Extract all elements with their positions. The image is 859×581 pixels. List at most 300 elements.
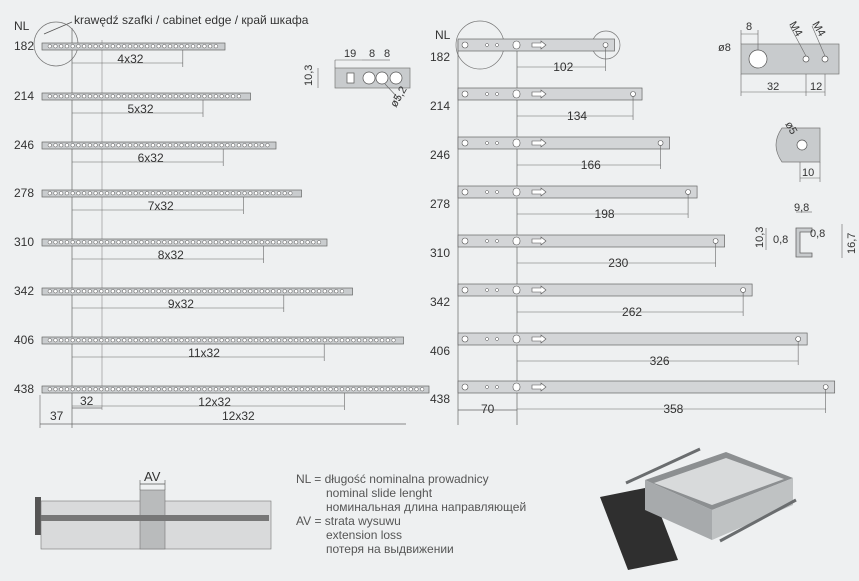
left-rail-hole <box>231 339 235 343</box>
left-rail-hole <box>100 241 104 245</box>
detail-right-m4a: M4 <box>786 19 805 39</box>
left-rail-hole <box>191 339 195 343</box>
left-rail-hole <box>312 241 316 245</box>
left-rail-hole <box>163 290 167 294</box>
detail-profile-t2: 0,8 <box>810 228 826 240</box>
left-rail-hole <box>260 388 264 392</box>
left-rail-hole <box>266 144 270 148</box>
right-rail-slot <box>513 286 520 294</box>
left-rail-hole <box>134 45 138 49</box>
left-rail-hole <box>122 339 126 343</box>
right-rail-slot <box>513 188 520 196</box>
left-rail-hole <box>163 388 167 392</box>
detail-right-dia: ø8 <box>718 42 731 54</box>
left-rail-hole <box>122 241 126 245</box>
right-rail-hole <box>462 91 468 97</box>
right-rail-hole <box>462 42 468 48</box>
left-rail-hole <box>386 388 390 392</box>
left-rail-hole <box>134 241 138 245</box>
left-rail-hole <box>100 339 104 343</box>
left-rail-hole <box>157 339 161 343</box>
right-rail-hole <box>462 238 468 244</box>
left-rail-hole <box>82 192 86 196</box>
left-rail-hole <box>82 388 86 392</box>
right-rail-hole <box>462 384 468 390</box>
right-rail <box>458 284 752 296</box>
detail-left-height: 10,3 <box>303 64 315 86</box>
left-rail-hole <box>100 192 104 196</box>
left-rail-hole <box>220 144 224 148</box>
left-rail-hole <box>117 388 121 392</box>
left-rail-hole <box>231 95 235 99</box>
left-rail-hole <box>260 339 264 343</box>
right-rail-hole <box>496 338 499 341</box>
left-rail-hole <box>357 388 361 392</box>
legend-av-line3: потеря на выдвижении <box>326 542 454 556</box>
left-rail-hole <box>180 388 184 392</box>
left-rail-hole <box>415 388 419 392</box>
right-rail-hole <box>486 289 489 292</box>
right-rail-nl: 278 <box>430 197 451 211</box>
left-rail-nl: 246 <box>14 138 35 152</box>
left-rail-hole <box>111 95 115 99</box>
left-rail-hole <box>65 144 69 148</box>
left-rail-hole <box>323 290 327 294</box>
right-rail-dim: 134 <box>567 109 588 123</box>
left-rail-hole <box>134 339 138 343</box>
left-rail-hole <box>340 388 344 392</box>
legend-av-line2: extension loss <box>326 528 403 542</box>
left-rail-hole <box>186 144 190 148</box>
left-rail-hole <box>65 192 69 196</box>
left-rail-hole <box>117 95 121 99</box>
left-rail-hole <box>271 339 275 343</box>
left-rail-hole <box>140 144 144 148</box>
left-rail-spacing: 9x32 <box>167 297 194 311</box>
left-rail-hole <box>352 339 356 343</box>
left-rail-hole <box>346 388 350 392</box>
left-rail-hole <box>128 45 132 49</box>
left-rail-hole <box>237 144 241 148</box>
left-rail-hole <box>254 339 258 343</box>
right-rail-hole <box>486 191 489 194</box>
left-rail-hole <box>203 339 207 343</box>
right-rail-nl: 406 <box>430 344 451 358</box>
right-rail-dim: 166 <box>580 158 601 172</box>
legend <box>296 472 526 556</box>
left-rail-hole <box>168 95 172 99</box>
right-rail-hole <box>496 44 499 47</box>
left-rail-hole <box>312 290 316 294</box>
left-rail-hole <box>283 290 287 294</box>
left-rail-hole <box>122 45 126 49</box>
left-rail-hole <box>220 192 224 196</box>
left-rail-hole <box>71 290 75 294</box>
left-rail-hole <box>226 339 230 343</box>
left-rail-hole <box>191 95 195 99</box>
left-rail-hole <box>306 339 310 343</box>
detail-right-dim-8: 8 <box>746 21 753 33</box>
left-rail-hole <box>203 241 207 245</box>
left-rail-hole <box>237 192 241 196</box>
left-rail-hole <box>168 144 172 148</box>
left-rail-hole <box>151 192 155 196</box>
left-rail-hole <box>122 144 126 148</box>
left-rail-hole <box>145 290 149 294</box>
left-rail-hole <box>163 95 167 99</box>
right-rail-slot <box>513 139 520 147</box>
left-rail-hole <box>237 290 241 294</box>
left-rail-hole <box>289 241 293 245</box>
left-rail-hole <box>180 192 184 196</box>
left-rail-hole <box>48 192 52 196</box>
left-rail-hole <box>168 241 172 245</box>
left-rail-hole <box>329 388 333 392</box>
left-rail-hole <box>111 241 115 245</box>
right-rail-slot <box>513 41 520 49</box>
legend-nl-line2: nominal slide lenght <box>326 486 433 500</box>
left-rail-hole <box>243 241 247 245</box>
right-rail-dim: 198 <box>594 207 615 221</box>
left-rail-hole <box>191 388 195 392</box>
detail-round-width: 10 <box>802 167 815 179</box>
left-rail-hole <box>271 192 275 196</box>
left-rail-hole <box>208 241 212 245</box>
left-rail-hole <box>48 95 52 99</box>
left-rail-hole <box>340 339 344 343</box>
left-rail-hole <box>117 241 121 245</box>
left-rail-hole <box>122 388 126 392</box>
left-rail-hole <box>208 144 212 148</box>
right-rail-hole <box>486 386 489 389</box>
right-rail-hole <box>462 336 468 342</box>
left-rail-hole <box>105 144 109 148</box>
left-rail-hole <box>77 95 81 99</box>
left-rail-hole <box>174 290 178 294</box>
left-rail-hole <box>128 290 132 294</box>
left-rail-hole <box>277 339 281 343</box>
left-rail-hole <box>197 144 201 148</box>
left-rail-hole <box>335 290 339 294</box>
left-rail-hole <box>77 144 81 148</box>
left-rail-hole <box>197 290 201 294</box>
left-rail-hole <box>111 290 115 294</box>
left-rail-hole <box>208 339 212 343</box>
left-rail-hole <box>82 339 86 343</box>
detail-right-m4b: M4 <box>809 19 828 39</box>
right-rail-hole <box>823 385 828 390</box>
left-rail-hole <box>94 192 98 196</box>
left-rail-hole <box>82 45 86 49</box>
right-rail-hole <box>462 140 468 146</box>
left-rail-hole <box>392 339 396 343</box>
left-rail-hole <box>277 290 281 294</box>
left-rail-hole <box>157 290 161 294</box>
left-rail-hole <box>369 339 373 343</box>
left-rail-hole <box>59 388 63 392</box>
left-rail-hole <box>54 45 58 49</box>
left-rail-hole <box>94 388 98 392</box>
left-rail-hole <box>306 290 310 294</box>
left-rail-hole <box>145 339 149 343</box>
left-rail-hole <box>317 388 321 392</box>
left-rail-hole <box>294 339 298 343</box>
left-rail-spacing: 12x32 <box>198 395 231 409</box>
left-rail-spacing: 6x32 <box>137 151 164 165</box>
left-rail-hole <box>197 388 201 392</box>
left-rail-hole <box>174 192 178 196</box>
right-rail-hole <box>486 44 489 47</box>
left-rail-hole <box>71 339 75 343</box>
left-rail-hole <box>134 388 138 392</box>
detail-right-w12: 12 <box>810 81 823 93</box>
left-rail-nl: 438 <box>14 382 35 396</box>
left-rail-hole <box>180 144 184 148</box>
left-rail-hole <box>346 339 350 343</box>
left-rail-hole <box>100 144 104 148</box>
left-rail-hole <box>191 45 195 49</box>
left-rail-hole <box>65 241 69 245</box>
right-rail-hole <box>496 386 499 389</box>
left-rail-hole <box>157 388 161 392</box>
left-rail-hole <box>226 95 230 99</box>
left-rail-hole <box>117 290 121 294</box>
left-rail-hole <box>71 388 75 392</box>
left-rail-hole <box>294 388 298 392</box>
left-rail-hole <box>157 144 161 148</box>
left-rail-hole <box>151 388 155 392</box>
left-rail-hole <box>260 144 264 148</box>
left-rail-nl: 278 <box>14 186 35 200</box>
left-rail-hole <box>122 290 126 294</box>
left-rail-hole <box>323 388 327 392</box>
left-rail-spacing: 7x32 <box>147 199 174 213</box>
left-rail-hole <box>243 290 247 294</box>
left-rail-hole <box>283 339 287 343</box>
drawer-illustration <box>600 449 796 570</box>
left-rail-hole <box>294 241 298 245</box>
left-rail-hole <box>151 290 155 294</box>
left-rail-hole <box>105 95 109 99</box>
left-rail-hole <box>163 144 167 148</box>
left-rail-hole <box>82 241 86 245</box>
left-rail-hole <box>105 192 109 196</box>
left-rail-hole <box>94 339 98 343</box>
left-rail-hole <box>94 45 98 49</box>
right-rail-hole <box>741 288 746 293</box>
left-rail-hole <box>48 388 52 392</box>
left-rail-hole <box>77 45 81 49</box>
left-rail-hole <box>54 241 58 245</box>
left-rail-hole <box>168 339 172 343</box>
left-rail-hole <box>174 388 178 392</box>
left-rail-hole <box>363 388 367 392</box>
left-rail-hole <box>420 388 424 392</box>
left-rail-hole <box>197 45 201 49</box>
left-rail-hole <box>71 192 75 196</box>
left-rail-hole <box>380 339 384 343</box>
left-rail-hole <box>117 192 121 196</box>
left-rail-hole <box>197 95 201 99</box>
left-rail-hole <box>100 388 104 392</box>
left-rail-hole <box>226 241 230 245</box>
left-rail-hole <box>220 241 224 245</box>
left-rail-hole <box>111 45 115 49</box>
left-rail-hole <box>157 192 161 196</box>
left-rail-hole <box>145 192 149 196</box>
left-rail-hole <box>100 290 104 294</box>
left-rail-hole <box>335 388 339 392</box>
left-rail-hole <box>231 388 235 392</box>
left-rail-hole <box>186 95 190 99</box>
left-rail-hole <box>48 45 52 49</box>
left-rail-hole <box>208 192 212 196</box>
left-rail-hole <box>231 290 235 294</box>
left-rail-hole <box>111 144 115 148</box>
left-rail-hole <box>375 339 379 343</box>
left-rail-hole <box>77 290 81 294</box>
left-rail-hole <box>122 192 126 196</box>
left-rail-hole <box>289 388 293 392</box>
left-rail-hole <box>214 339 218 343</box>
left-rail-hole <box>134 290 138 294</box>
left-rail-hole <box>59 241 63 245</box>
left-rail-hole <box>214 290 218 294</box>
right-rail-dim: 262 <box>622 305 643 319</box>
left-rail-hole <box>54 290 58 294</box>
left-rail-hole <box>140 388 144 392</box>
left-rail-hole <box>71 241 75 245</box>
detail-profile-top: 9,8 <box>794 202 810 214</box>
cabinet-edge-label: krawędź szafki / cabinet edge / край шкафа <box>74 13 309 27</box>
left-rail-hole <box>243 339 247 343</box>
left-rail-hole <box>249 388 253 392</box>
right-rail-nl: 438 <box>430 392 451 406</box>
left-rail-hole <box>249 144 253 148</box>
left-rail-hole <box>59 95 63 99</box>
left-rail-hole <box>128 241 132 245</box>
left-rail-hole <box>249 192 253 196</box>
right-rail-hole <box>486 338 489 341</box>
left-rail-hole <box>254 192 258 196</box>
left-rail-hole <box>151 95 155 99</box>
left-rail-hole <box>88 95 92 99</box>
left-rail-hole <box>48 241 52 245</box>
left-rail-hole <box>122 95 126 99</box>
right-rail-nl: 214 <box>430 99 451 113</box>
left-rail-hole <box>59 339 63 343</box>
left-rail-hole <box>77 339 81 343</box>
left-rail-hole <box>168 45 172 49</box>
left-rail-hole <box>289 290 293 294</box>
left-rail-hole <box>266 290 270 294</box>
left-rail-hole <box>100 45 104 49</box>
left-rail-hole <box>134 95 138 99</box>
left-rail-hole <box>237 241 241 245</box>
left-rail-hole <box>88 339 92 343</box>
detail-left-diameter: ø5,2 <box>388 84 410 110</box>
left-rail-hole <box>231 192 235 196</box>
left-rail-hole <box>128 95 132 99</box>
left-rail-hole <box>88 192 92 196</box>
left-rail-hole <box>82 144 86 148</box>
right-rail-hole <box>631 92 636 97</box>
right-rail-hole <box>462 287 468 293</box>
left-rail-hole <box>77 241 81 245</box>
left-rail-hole <box>77 388 81 392</box>
left-rail-hole <box>243 388 247 392</box>
right-rail-slot <box>513 383 520 391</box>
left-rail-hole <box>277 192 281 196</box>
left-rail-hole <box>197 192 201 196</box>
left-rail-spacing: 11x32 <box>188 346 220 360</box>
left-rail-hole <box>300 388 304 392</box>
left-rail-hole <box>203 45 207 49</box>
left-rail-hole <box>231 241 235 245</box>
detail-left-dim-8b: 8 <box>384 48 391 60</box>
left-rail-hole <box>186 388 190 392</box>
left-rail-hole <box>317 241 321 245</box>
left-rail-nl: 342 <box>14 284 35 298</box>
right-rail-hole <box>496 289 499 292</box>
left-rail-hole <box>59 290 63 294</box>
left-rail-hole <box>48 290 52 294</box>
left-rail-hole <box>151 339 155 343</box>
right-rail-hole <box>658 141 663 146</box>
right-rail-slot <box>513 335 520 343</box>
right-rail-hole <box>686 190 691 195</box>
left-rail-hole <box>128 388 132 392</box>
left-rail-hole <box>283 192 287 196</box>
left-rail-hole <box>266 339 270 343</box>
left-rail-hole <box>117 339 121 343</box>
left-rail-hole <box>145 45 149 49</box>
left-rail-hole <box>94 95 98 99</box>
left-rail-hole <box>117 45 121 49</box>
left-rail-hole <box>145 241 149 245</box>
left-rail-hole <box>157 95 161 99</box>
left-rail-hole <box>54 388 58 392</box>
right-rail-hole <box>486 240 489 243</box>
left-rail-hole <box>197 339 201 343</box>
right-rail-hole <box>796 337 801 342</box>
left-rail-hole <box>226 144 230 148</box>
left-rail-hole <box>111 388 115 392</box>
left-rail-hole <box>105 388 109 392</box>
left-rail-hole <box>357 339 361 343</box>
left-rail-hole <box>317 339 321 343</box>
left-rail-hole <box>186 290 190 294</box>
left-rail-hole <box>191 290 195 294</box>
dim-37-label: 37 <box>50 409 64 423</box>
left-rail-hole <box>300 290 304 294</box>
left-rail-hole <box>94 144 98 148</box>
left-rail-hole <box>203 192 207 196</box>
detail-left-dim-19: 19 <box>344 48 357 60</box>
left-rail-hole <box>214 388 218 392</box>
left-rail-hole <box>140 339 144 343</box>
left-rail-hole <box>220 95 224 99</box>
right-rail-slot <box>513 90 520 98</box>
left-rail-hole <box>214 192 218 196</box>
right-rail-hole <box>496 240 499 243</box>
left-rail-hole <box>180 339 184 343</box>
left-rail-hole <box>71 144 75 148</box>
left-rail-hole <box>208 388 212 392</box>
detail-profile-h1: 10,3 <box>754 226 766 248</box>
left-rail-hole <box>54 95 58 99</box>
left-rail-hole <box>260 241 264 245</box>
